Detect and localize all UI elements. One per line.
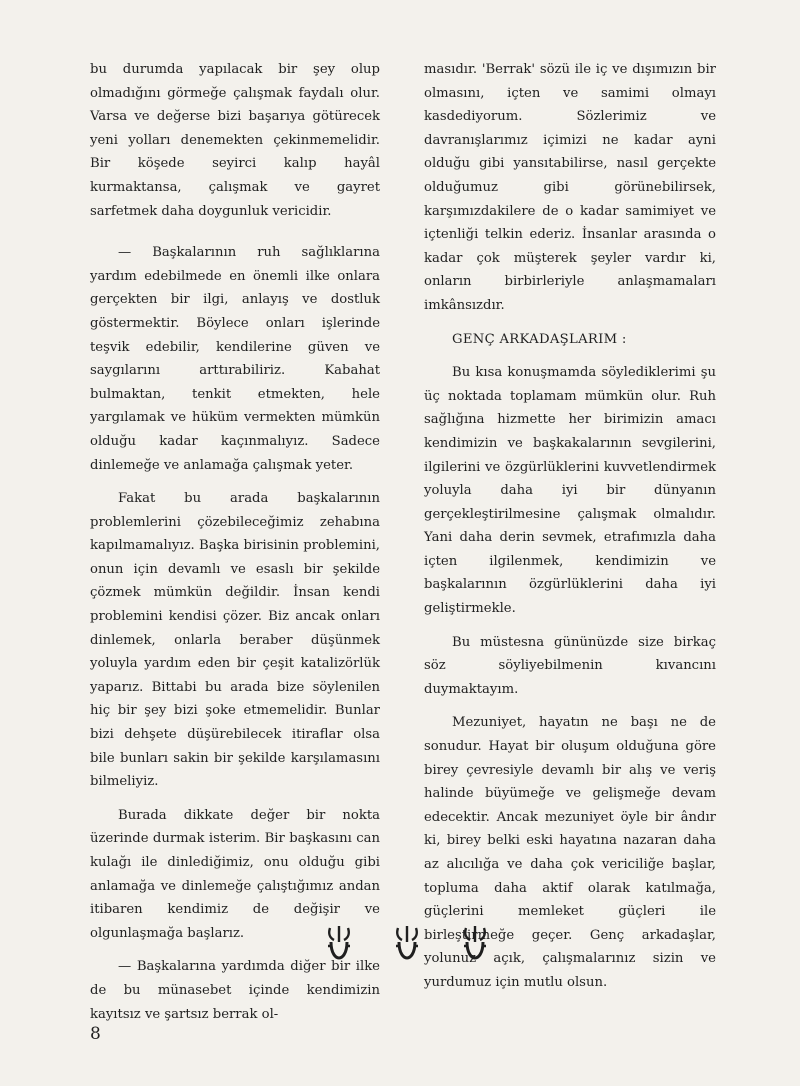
page-number: 8 [90, 1024, 101, 1044]
ornament-icon [458, 924, 492, 962]
paragraph: — Başkalarının ruh sağlıklarına yardım edebilmede en önemli ilke onlara gerçekten bir ilgi, anlayış ve dostluk göstermektir. Böylece onları işlerinde teşvik edebilir, kendilerine güven ve saygılarını arttırabiliriz. Kabahat bulmaktan, tenkit etmekten, hele yargılamak ve hüküm vermekten mümkün olduğu kadar kaçınmalıyız. Sadece dinlemeğe ve anlamağa çalışmak yeter. [90, 245, 380, 473]
paragraph: — Başkalarına yardımda diğer bir ilke de bu münasebet içinde kendimizin kayıtsız ve şartsız berrak ol- [90, 959, 380, 1022]
paragraph: bu durumda yapılacak bir şey olup olmadığını görmeğe çalışmak faydalı olur. Varsa ve değerse bizi başarıya götürecek yeni yolları denemekten çekinmemelidir. Bir köşede seyirci kalıp hayâl kurmaktansa, çalışmak ve gayret sarfetmek daha doygunluk vericidir. [90, 62, 380, 219]
section-heading: GENÇ ARKADAŞLARIM : [452, 331, 627, 347]
paragraph: Bu müstesna gününüzde size birkaç söz söyliyebilmenin kıvancını duymaktayım. [424, 634, 716, 697]
ornament-icon [322, 924, 356, 962]
paragraph: Burada dikkate değer bir nokta üzerinde durmak isterim. Bir başkasını can kulağı ile dinlediğimiz, onu olduğu gibi anlamağa ve dinlemeğe çalıştığımız andan itibaren kendimiz de değişir ve olgunlaşmağa başlarız. [90, 807, 380, 941]
right-column [424, 58, 716, 1005]
paragraph: masıdır. 'Berrak' sözü ile iç ve dışımızın bir olmasını, içten ve samimi olmayı kasdediyorum. Sözlerimiz ve davranışlarımız içimizi ne kadar ayni olduğu gibi yansıtabilirse, nasıl gerçekte olduğumuz gibi görünebilirsek, karşımızdakilere de o kadar samimiyet ve içtenliği telkin ederiz. İnsanlar arasında o kadar çok müşterek şeyler vardır ki, onların birbirleriyle anlaşmamaları imkânsızdır. [424, 62, 716, 313]
left-column [90, 58, 380, 1036]
paragraph: Fakat bu arada başkalarının problemlerini çözebileceğimiz zehabına kapılmamalıyız. Başka birisinin problemini, onun için devamlı ve esaslı bir şekilde çözmek mümkün değildir. İnsan kendi problemini kendisi çözer. Biz ancak onları dinlemek, onlarla beraber düşünmek yoluyla yardım eden bir çeşit katalizörlük yaparız. Bittabi bu arada bize söylenilen hiç bir şey bizi şoke etmemelidir. Bunlar bizi dehşete düşürebilecek itiraflar olsa bile bunları sakin bir şekilde karşılamasını bilmeliyiz. [90, 491, 380, 790]
paragraph: Mezuniyet, hayatın ne başı ne de sonudur. Hayat bir oluşum olduğuna göre birey çevresiyle devamlı bir alış ve veriş halinde büyümeğe ve gelişmeğe devam edecektir. Ancak mezuniyet öyle bir ândır ki, birey belki eski hayatına nazaran daha az alıcılığa ve daha çok vericiliğe başlar, topluma daha aktif olarak katılmağa, güçlerini memleket güçleri ile birleştirmeğe geçer. Genç arkadaşlar, yolunuz açık, çalışmalarınız sizin ve yurdumuz için mutlu olsun. [424, 715, 716, 990]
ornament-icon [390, 924, 424, 962]
ornament-row [322, 924, 492, 962]
paragraph: Bu kısa konuşmamda söylediklerimi şu üç noktada toplamam mümkün olur. Ruh sağlığına hizmette her birimizin amacı kendimizin ve başkakalarının sevgilerini, ilgilerini ve özgürlüklerini kuvvetlendirmek yoluyla daha iyi bir dünyanın gerçekleştirilmesine çalışmak olmalıdır. Yani daha derin sevmek, etrafımızla daha içten ilgilenmek, kendimizin ve başkalarının özgürlüklerini daha iyi geliştirmekle. [424, 365, 716, 617]
